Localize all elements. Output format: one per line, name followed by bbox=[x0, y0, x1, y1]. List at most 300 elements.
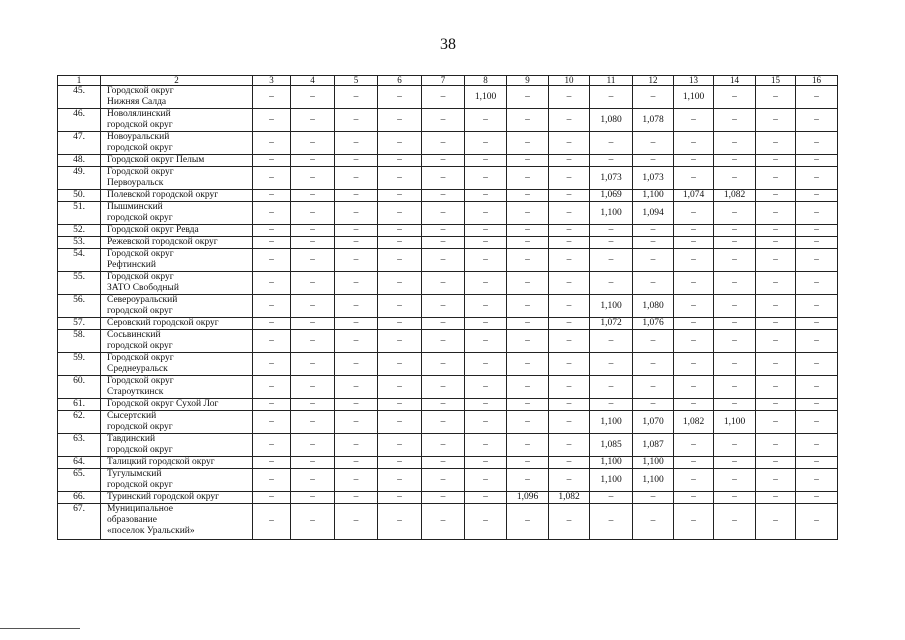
coefficient-cell: 1,100 bbox=[590, 457, 633, 469]
table-row bbox=[58, 167, 838, 190]
coefficient-cell: – bbox=[796, 434, 838, 457]
coefficient-cell: – bbox=[674, 202, 714, 225]
coefficient-cell: 1,100 bbox=[714, 411, 756, 434]
row-number: 48. bbox=[58, 155, 101, 167]
coefficient-cell: – bbox=[674, 376, 714, 399]
footer-rule bbox=[0, 628, 80, 629]
coefficient-cell: – bbox=[465, 457, 507, 469]
coefficient-cell: – bbox=[291, 202, 335, 225]
municipality-name-line: Муниципальное bbox=[107, 504, 173, 514]
municipality-name-line: Сосьвинский bbox=[107, 330, 161, 340]
coefficient-cell: – bbox=[714, 434, 756, 457]
municipality-name-line: Городской округ bbox=[107, 272, 174, 282]
coefficient-cell: – bbox=[796, 225, 838, 237]
coefficient-cell: – bbox=[714, 376, 756, 399]
coefficient-cell: – bbox=[714, 492, 756, 504]
coefficient-cell: – bbox=[422, 434, 465, 457]
municipality-name-line: Полевской городской округ bbox=[107, 190, 219, 200]
coefficient-cell: – bbox=[507, 457, 549, 469]
coefficient-cell: – bbox=[674, 492, 714, 504]
municipality-name bbox=[101, 190, 253, 202]
coefficient-cell: – bbox=[590, 492, 633, 504]
coefficient-cell: – bbox=[378, 167, 422, 190]
municipality-name-line: Тугулымский bbox=[107, 469, 162, 479]
table-row bbox=[58, 202, 838, 225]
municipality-name-line: Городской округ Сухой Лог bbox=[107, 399, 219, 409]
coefficient-cell: – bbox=[291, 190, 335, 202]
coefficient-cell: – bbox=[549, 295, 590, 318]
coefficient-cell: – bbox=[253, 202, 291, 225]
coefficient-cell: – bbox=[714, 86, 756, 109]
coefficient-cell: – bbox=[674, 330, 714, 353]
municipality-name-line: Городской округ bbox=[107, 353, 174, 363]
municipality-name-line: Городской округ Пелым bbox=[107, 155, 205, 165]
coefficient-cell: – bbox=[253, 504, 291, 540]
coefficient-cell: – bbox=[291, 457, 335, 469]
row-number: 50. bbox=[58, 190, 101, 202]
coefficient-cell: 1,082 bbox=[714, 190, 756, 202]
coefficient-cell: – bbox=[549, 376, 590, 399]
coefficient-cell: – bbox=[674, 132, 714, 155]
coefficient-cell: – bbox=[465, 109, 507, 132]
coefficient-cell: – bbox=[549, 434, 590, 457]
coefficient-cell: – bbox=[253, 469, 291, 492]
coefficient-cell: – bbox=[253, 237, 291, 249]
coefficient-cell: – bbox=[378, 155, 422, 167]
coefficient-cell: – bbox=[590, 155, 633, 167]
coefficient-cell: – bbox=[335, 202, 378, 225]
coefficient-cell: – bbox=[756, 399, 796, 411]
coefficient-cell: – bbox=[756, 376, 796, 399]
row-number: 62. bbox=[58, 411, 101, 434]
row-number: 60. bbox=[58, 376, 101, 399]
table-row bbox=[58, 469, 838, 492]
coefficient-cell: 1,069 bbox=[590, 190, 633, 202]
coefficient-cell: – bbox=[633, 155, 674, 167]
coefficient-cell: – bbox=[796, 411, 838, 434]
coefficient-cell: – bbox=[465, 330, 507, 353]
coefficient-cell: – bbox=[465, 504, 507, 540]
municipality-name-line: Староуткинск bbox=[107, 387, 164, 397]
coefficient-cell: – bbox=[756, 202, 796, 225]
coefficient-cell: – bbox=[422, 457, 465, 469]
municipality-name-line: «поселок Уральский» bbox=[107, 526, 195, 536]
table-row bbox=[58, 353, 838, 376]
coefficient-cell: – bbox=[291, 167, 335, 190]
coefficient-cell: – bbox=[796, 167, 838, 190]
coefficient-cell: – bbox=[756, 155, 796, 167]
coefficient-cell: – bbox=[291, 434, 335, 457]
coefficient-cell: – bbox=[796, 109, 838, 132]
row-number: 67. bbox=[58, 504, 101, 540]
coefficient-cell: – bbox=[674, 353, 714, 376]
coefficient-cell: – bbox=[549, 318, 590, 330]
coefficient-cell: 1,100 bbox=[633, 469, 674, 492]
coefficient-cell: – bbox=[465, 469, 507, 492]
municipality-name bbox=[101, 249, 253, 272]
coefficient-cell: 1,100 bbox=[590, 469, 633, 492]
coefficient-cell: – bbox=[422, 330, 465, 353]
coefficient-cell: – bbox=[756, 272, 796, 295]
table-row bbox=[58, 249, 838, 272]
coefficient-cell: – bbox=[633, 237, 674, 249]
coefficient-cell: – bbox=[335, 272, 378, 295]
coefficient-cell: – bbox=[590, 225, 633, 237]
coefficient-cell: – bbox=[253, 225, 291, 237]
coefficient-cell: – bbox=[674, 272, 714, 295]
coefficient-cell: – bbox=[335, 411, 378, 434]
coefficient-cell: – bbox=[253, 272, 291, 295]
coefficient-cell: – bbox=[714, 330, 756, 353]
coefficient-cell: – bbox=[796, 318, 838, 330]
coefficient-cell: – bbox=[465, 155, 507, 167]
coefficient-cell: – bbox=[549, 469, 590, 492]
coefficient-cell: – bbox=[714, 225, 756, 237]
row-number: 47. bbox=[58, 132, 101, 155]
coefficient-cell: – bbox=[507, 132, 549, 155]
coefficient-cell: – bbox=[714, 318, 756, 330]
table-row bbox=[58, 295, 838, 318]
coefficient-cell: – bbox=[796, 237, 838, 249]
coefficient-cell: – bbox=[422, 86, 465, 109]
coefficient-cell: – bbox=[796, 330, 838, 353]
coefficient-cell: – bbox=[590, 132, 633, 155]
coefficient-cell: – bbox=[714, 504, 756, 540]
table-row bbox=[58, 109, 838, 132]
coefficient-cell: – bbox=[422, 249, 465, 272]
coefficient-cell: – bbox=[291, 295, 335, 318]
column-header-3: 3 bbox=[253, 76, 291, 86]
coefficient-cell: 1,073 bbox=[590, 167, 633, 190]
coefficient-cell: – bbox=[253, 318, 291, 330]
column-header-14: 14 bbox=[714, 76, 756, 86]
municipality-name-line: Новоуральский bbox=[107, 132, 170, 142]
coefficient-cell: – bbox=[378, 190, 422, 202]
coefficient-cell: – bbox=[674, 249, 714, 272]
coefficient-cell: – bbox=[507, 86, 549, 109]
coefficient-cell: – bbox=[291, 225, 335, 237]
coefficient-cell: – bbox=[674, 167, 714, 190]
coefficient-cell: – bbox=[549, 249, 590, 272]
coefficient-cell: 1,080 bbox=[633, 295, 674, 318]
coefficient-cell: – bbox=[335, 434, 378, 457]
row-number: 53. bbox=[58, 237, 101, 249]
table-row bbox=[58, 225, 838, 237]
coefficient-cell: – bbox=[291, 237, 335, 249]
coefficient-cell: – bbox=[633, 376, 674, 399]
coefficient-cell: – bbox=[378, 86, 422, 109]
coefficient-cell: – bbox=[253, 155, 291, 167]
coefficient-cell: – bbox=[378, 237, 422, 249]
coefficient-cell: – bbox=[291, 272, 335, 295]
coefficient-cell: – bbox=[253, 109, 291, 132]
coefficient-cell: – bbox=[291, 132, 335, 155]
coefficient-cell: – bbox=[465, 318, 507, 330]
coefficient-cell: – bbox=[422, 411, 465, 434]
column-header-7: 7 bbox=[422, 76, 465, 86]
coefficient-cell: – bbox=[422, 225, 465, 237]
coefficient-cell: – bbox=[756, 434, 796, 457]
coefficient-cell: – bbox=[378, 411, 422, 434]
coefficient-cell: – bbox=[378, 202, 422, 225]
municipality-name-line: Талицкий городской округ bbox=[107, 457, 215, 467]
column-header-16: 16 bbox=[796, 76, 838, 86]
coefficient-cell: – bbox=[465, 295, 507, 318]
municipality-name-line: городской округ bbox=[107, 480, 173, 490]
coefficient-cell: 1,100 bbox=[590, 202, 633, 225]
table-row bbox=[58, 434, 838, 457]
coefficient-cell: – bbox=[465, 249, 507, 272]
coefficient-cell: – bbox=[633, 353, 674, 376]
coefficient-cell: – bbox=[714, 109, 756, 132]
coefficient-cell: – bbox=[507, 399, 549, 411]
coefficient-cell: – bbox=[507, 376, 549, 399]
column-header-6: 6 bbox=[378, 76, 422, 86]
coefficient-cell: – bbox=[714, 353, 756, 376]
municipality-name bbox=[101, 295, 253, 318]
coefficient-cell: 1,078 bbox=[633, 109, 674, 132]
coefficient-cell: – bbox=[378, 376, 422, 399]
coefficient-cell: – bbox=[796, 399, 838, 411]
municipality-name bbox=[101, 469, 253, 492]
coefficient-cell: – bbox=[549, 353, 590, 376]
coefficient-cell: – bbox=[378, 492, 422, 504]
coefficient-cell: – bbox=[253, 399, 291, 411]
coefficient-cell: – bbox=[756, 249, 796, 272]
coefficient-cell: – bbox=[378, 109, 422, 132]
coefficient-cell: – bbox=[422, 132, 465, 155]
coefficient-cell: – bbox=[590, 376, 633, 399]
column-header-4: 4 bbox=[291, 76, 335, 86]
coefficient-cell: – bbox=[796, 353, 838, 376]
coefficient-cell: – bbox=[756, 225, 796, 237]
municipality-name-line: Городской округ bbox=[107, 86, 174, 96]
coefficient-cell: – bbox=[507, 353, 549, 376]
coefficient-cell: – bbox=[253, 376, 291, 399]
municipality-name-line: Городской округ Ревда bbox=[107, 225, 199, 235]
coefficient-cell: – bbox=[590, 237, 633, 249]
coefficient-cell: – bbox=[291, 249, 335, 272]
table-body bbox=[58, 76, 838, 540]
coefficient-cell: – bbox=[253, 86, 291, 109]
coefficient-cell: – bbox=[422, 469, 465, 492]
coefficient-cell: – bbox=[507, 434, 549, 457]
coefficient-cell: – bbox=[674, 399, 714, 411]
municipality-name-line: Рефтинский bbox=[107, 260, 156, 270]
row-number: 49. bbox=[58, 167, 101, 190]
municipality-name-line: Городской округ bbox=[107, 167, 174, 177]
coefficient-cell: – bbox=[422, 109, 465, 132]
coefficient-cell: – bbox=[335, 492, 378, 504]
municipality-name-line: городской округ bbox=[107, 143, 173, 153]
coefficient-cell: – bbox=[756, 109, 796, 132]
coefficient-cell: – bbox=[796, 272, 838, 295]
coefficient-cell: – bbox=[378, 132, 422, 155]
coefficient-cell: – bbox=[549, 167, 590, 190]
municipality-name-line: Пышминский bbox=[107, 202, 163, 212]
coefficient-cell: 1,100 bbox=[633, 457, 674, 469]
coefficient-cell: – bbox=[633, 504, 674, 540]
coefficient-cell: – bbox=[507, 504, 549, 540]
coefficient-cell: – bbox=[335, 190, 378, 202]
coefficient-cell: – bbox=[465, 202, 507, 225]
coefficient-cell: – bbox=[796, 376, 838, 399]
coefficient-cell: – bbox=[714, 249, 756, 272]
coefficient-cell: 1,100 bbox=[465, 86, 507, 109]
coefficient-cell: – bbox=[291, 411, 335, 434]
row-number: 56. bbox=[58, 295, 101, 318]
table-row bbox=[58, 492, 838, 504]
table-row bbox=[58, 411, 838, 434]
coefficient-cell: 1,094 bbox=[633, 202, 674, 225]
coefficient-cell: – bbox=[507, 272, 549, 295]
coefficient-cell: – bbox=[422, 167, 465, 190]
coefficient-cell: – bbox=[549, 457, 590, 469]
coefficient-cell: – bbox=[714, 457, 756, 469]
coefficient-cell: – bbox=[796, 190, 838, 202]
coefficient-cell: – bbox=[378, 353, 422, 376]
coefficient-cell: – bbox=[756, 295, 796, 318]
row-number: 58. bbox=[58, 330, 101, 353]
row-number: 59. bbox=[58, 353, 101, 376]
coefficient-cell: – bbox=[291, 492, 335, 504]
coefficient-cell: – bbox=[422, 353, 465, 376]
coefficient-cell: 1,085 bbox=[590, 434, 633, 457]
data-table bbox=[57, 75, 838, 540]
coefficient-cell: – bbox=[335, 318, 378, 330]
coefficient-cell: – bbox=[253, 330, 291, 353]
coefficient-cell: – bbox=[674, 225, 714, 237]
coefficient-cell: 1,070 bbox=[633, 411, 674, 434]
coefficient-cell: – bbox=[465, 132, 507, 155]
coefficient-cell: – bbox=[507, 330, 549, 353]
coefficient-cell: – bbox=[253, 353, 291, 376]
coefficient-cell: – bbox=[465, 376, 507, 399]
municipality-name bbox=[101, 399, 253, 411]
coefficient-cell: – bbox=[507, 411, 549, 434]
coefficient-cell: – bbox=[796, 492, 838, 504]
coefficient-cell: – bbox=[335, 86, 378, 109]
coefficient-cell: – bbox=[507, 318, 549, 330]
coefficient-cell: – bbox=[422, 202, 465, 225]
coefficient-cell: – bbox=[674, 504, 714, 540]
table-row bbox=[58, 132, 838, 155]
coefficient-cell: – bbox=[590, 272, 633, 295]
coefficient-cell: – bbox=[674, 109, 714, 132]
column-header-8: 8 bbox=[465, 76, 507, 86]
coefficient-cell: – bbox=[633, 225, 674, 237]
coefficient-cell: – bbox=[633, 132, 674, 155]
coefficient-cell: – bbox=[674, 469, 714, 492]
coefficient-cell: – bbox=[465, 492, 507, 504]
coefficient-cell: – bbox=[507, 155, 549, 167]
coefficient-cell: – bbox=[714, 237, 756, 249]
coefficient-cell: – bbox=[756, 504, 796, 540]
coefficient-cell: – bbox=[507, 249, 549, 272]
coefficient-cell: – bbox=[253, 457, 291, 469]
coefficient-cell: – bbox=[549, 504, 590, 540]
coefficient-cell: 1,072 bbox=[590, 318, 633, 330]
coefficient-cell: – bbox=[378, 249, 422, 272]
coefficient-cell: – bbox=[507, 190, 549, 202]
coefficient-cell: – bbox=[465, 190, 507, 202]
coefficient-cell: – bbox=[253, 411, 291, 434]
column-header-15: 15 bbox=[756, 76, 796, 86]
coefficient-cell: 1,082 bbox=[549, 492, 590, 504]
municipality-name bbox=[101, 376, 253, 399]
coefficient-cell: – bbox=[674, 237, 714, 249]
coefficient-cell: – bbox=[291, 399, 335, 411]
coefficient-cell: – bbox=[465, 411, 507, 434]
coefficient-cell: – bbox=[756, 237, 796, 249]
coefficient-cell: – bbox=[291, 376, 335, 399]
municipality-name-line: Тавдинский bbox=[107, 434, 156, 444]
row-number: 66. bbox=[58, 492, 101, 504]
column-header-5: 5 bbox=[335, 76, 378, 86]
coefficient-cell: – bbox=[291, 353, 335, 376]
municipality-name-line: городской округ bbox=[107, 306, 173, 316]
coefficient-cell: – bbox=[291, 330, 335, 353]
coefficient-cell: – bbox=[756, 132, 796, 155]
row-number: 52. bbox=[58, 225, 101, 237]
coefficient-cell: – bbox=[796, 249, 838, 272]
coefficient-cell: – bbox=[465, 272, 507, 295]
coefficient-cell: – bbox=[422, 190, 465, 202]
coefficient-cell: – bbox=[253, 295, 291, 318]
coefficient-cell: – bbox=[549, 190, 590, 202]
table-row bbox=[58, 190, 838, 202]
coefficient-cell: – bbox=[335, 330, 378, 353]
column-header-13: 13 bbox=[674, 76, 714, 86]
coefficient-cell: – bbox=[796, 457, 838, 469]
table-row bbox=[58, 504, 838, 540]
table-row bbox=[58, 237, 838, 249]
municipality-name-line: ЗАТО Свободный bbox=[107, 283, 179, 293]
coefficient-cell: – bbox=[465, 225, 507, 237]
coefficient-cell: – bbox=[335, 399, 378, 411]
coefficient-cell: – bbox=[549, 86, 590, 109]
coefficient-cell: – bbox=[549, 330, 590, 353]
coefficient-cell: – bbox=[378, 272, 422, 295]
table-row bbox=[58, 376, 838, 399]
coefficient-cell: – bbox=[796, 86, 838, 109]
coefficient-cell: – bbox=[335, 469, 378, 492]
coefficient-cell: – bbox=[335, 109, 378, 132]
column-header-2: 2 bbox=[101, 76, 253, 86]
municipality-name bbox=[101, 225, 253, 237]
column-header-11: 11 bbox=[590, 76, 633, 86]
municipality-name-line: Сысертский bbox=[107, 411, 157, 421]
table-row bbox=[58, 155, 838, 167]
row-number: 55. bbox=[58, 272, 101, 295]
coefficient-cell: – bbox=[633, 272, 674, 295]
coefficient-cell: – bbox=[507, 202, 549, 225]
coefficient-cell: – bbox=[756, 330, 796, 353]
coefficient-cell: – bbox=[253, 492, 291, 504]
coefficient-cell: – bbox=[549, 132, 590, 155]
coefficient-cell: – bbox=[549, 399, 590, 411]
coefficient-cell: – bbox=[756, 190, 796, 202]
coefficient-cell: – bbox=[714, 132, 756, 155]
municipality-name bbox=[101, 167, 253, 190]
column-header-9: 9 bbox=[507, 76, 549, 86]
municipality-name-line: Новолялинский bbox=[107, 109, 171, 119]
coefficient-cell: – bbox=[335, 155, 378, 167]
coefficient-cell: – bbox=[422, 295, 465, 318]
coefficient-cell: – bbox=[335, 295, 378, 318]
coefficient-cell: – bbox=[756, 353, 796, 376]
municipality-name bbox=[101, 202, 253, 225]
